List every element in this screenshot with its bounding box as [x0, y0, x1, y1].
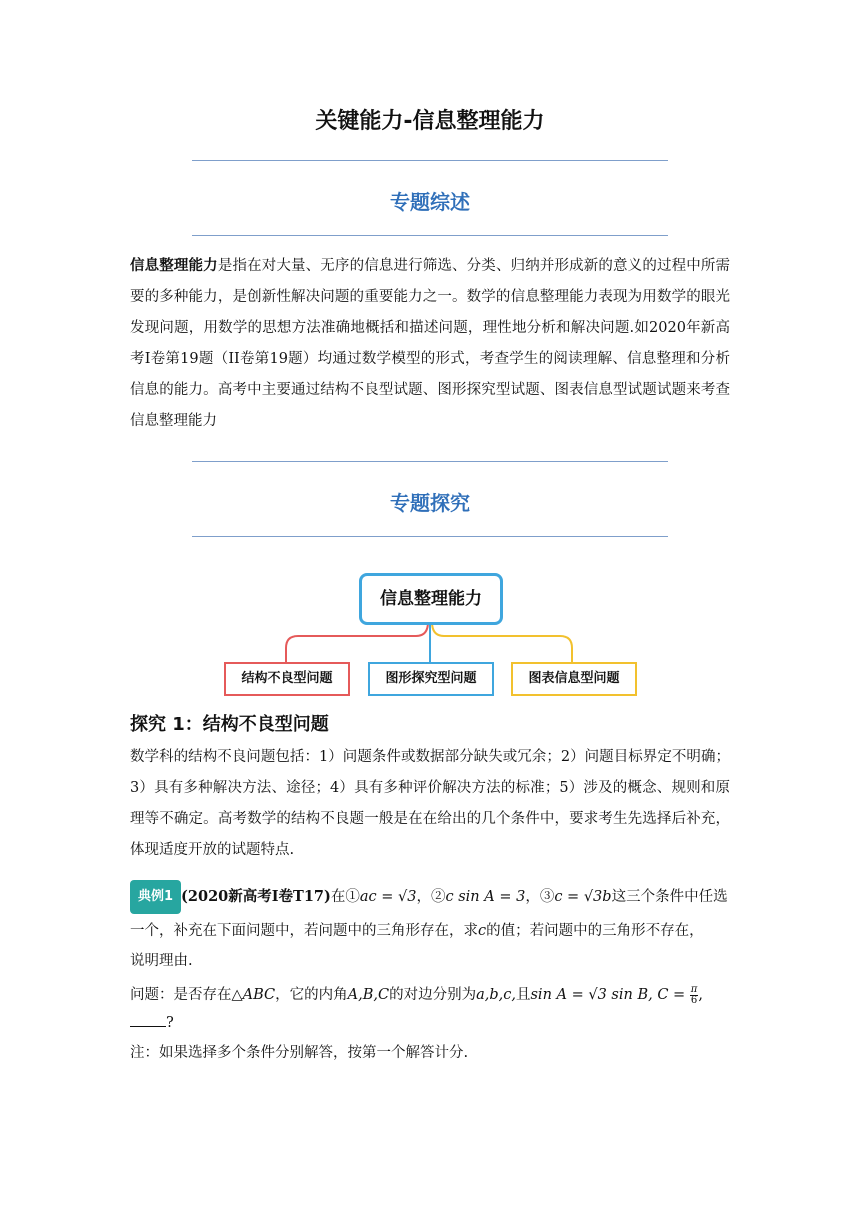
connector-yellow	[432, 622, 572, 662]
document-title: 关键能力-信息整理能力	[315, 109, 545, 134]
question-mid: ，它的内角	[275, 987, 348, 1003]
divider	[192, 235, 668, 236]
cond2-mark: ②	[431, 889, 446, 905]
question-mid3: 且	[515, 987, 531, 1003]
example-source: (2020新高考Ⅰ卷T17)	[181, 888, 331, 905]
mind-map-root: 信息整理能力	[359, 573, 503, 625]
divider	[192, 536, 668, 537]
explore1-paragraph: 数学科的结构不良问题包括：1）问题条件或数据部分缺失或冗余；2）问题目标界定不明确；3）具有多种解决方法、途径；4）具有多种评价解决方法的标准；5）涉及的概念、规则和原理等不确定。高考数学的结构不良题一般是在在给出的几个条件中，要求考生先选择后补充，体现适度开放的试题特点.	[130, 749, 730, 858]
divider	[192, 461, 668, 462]
angles: A,B,C	[347, 987, 390, 1003]
cond3-mark: ③	[539, 889, 555, 905]
example-line-1	[130, 880, 730, 914]
cond3-formula: c = √3b	[554, 889, 612, 905]
triangle-abc: △ABC	[231, 987, 276, 1003]
cond1-mark: ①	[345, 889, 360, 905]
variable-c: c	[478, 923, 487, 939]
example-note: 注：如果选择多个条件分别解答，按第一个解答计分.	[130, 1045, 469, 1061]
equation-c-left: C =	[657, 987, 686, 1003]
equation-sin: sin A = √3 sin B,	[530, 987, 653, 1003]
cond2-formula: c sin A = 3	[445, 889, 526, 905]
section-title-explore: 专题探究	[390, 491, 470, 515]
section-title-overview: 专题综述	[390, 190, 470, 214]
mind-map-node-chart: 图表信息型问题	[511, 662, 637, 696]
question-mark: ?	[166, 1015, 174, 1031]
equation-tail: ,	[698, 987, 703, 1003]
separator: ，	[525, 889, 540, 905]
mind-map-node-graphic: 图形探究型问题	[368, 662, 494, 696]
example-intro: 在	[330, 889, 346, 905]
example-line1-tail: 这三个条件中任选	[611, 889, 728, 905]
question-mid2: 的对边分别为	[389, 987, 477, 1003]
cond1-formula: ac = √3	[359, 889, 417, 905]
question-line	[130, 980, 730, 1010]
example-line-2	[130, 916, 730, 946]
connector-red	[286, 622, 428, 662]
sides: a,b,c,	[476, 987, 516, 1003]
example-line-3: 说明理由.	[130, 953, 193, 969]
explore1-heading: 探究 1：结构不良型问题	[130, 714, 329, 735]
overview-text: 是指在对大量、无序的信息进行筛选、分类、归纳并形成新的意义的过程中所需要的多种能力，是创新性解决问题的重要能力之一。数学的信息整理能力表现为用数学的眼光发现问题，用数学的思想方法准确地概括和描述问题，理性地分析和解决问题.如2020年新高考Ⅰ卷第19题（II卷第19题）均通过数学模型的形式，考查学生的阅读理解、信息整理和分析信息的能力。高考中主要通过结构不良型试题、图形探究型试题、图表信息型试题试题来考查信息整理能力	[130, 258, 730, 429]
example-line2-text: 一个，补充在下面问题中，若问题中的三角形存在，求	[130, 923, 478, 939]
mind-map-diagram	[220, 570, 640, 700]
divider	[192, 160, 668, 161]
answer-blank	[130, 1014, 166, 1027]
fraction-numerator: π	[690, 983, 698, 995]
question-prefix: 问题：是否存在	[130, 987, 232, 1003]
bold-term: 信息整理能力	[130, 257, 218, 274]
mind-map-node-structure: 结构不良型问题	[224, 662, 350, 696]
blank-line	[130, 1008, 730, 1038]
example-line2-tail: 的值；若问题中的三角形不存在，	[486, 923, 704, 939]
fraction-denominator: 6	[690, 994, 698, 1006]
overview-paragraph	[130, 250, 730, 437]
example-badge: 典例1	[130, 880, 181, 914]
separator: ，	[416, 889, 431, 905]
